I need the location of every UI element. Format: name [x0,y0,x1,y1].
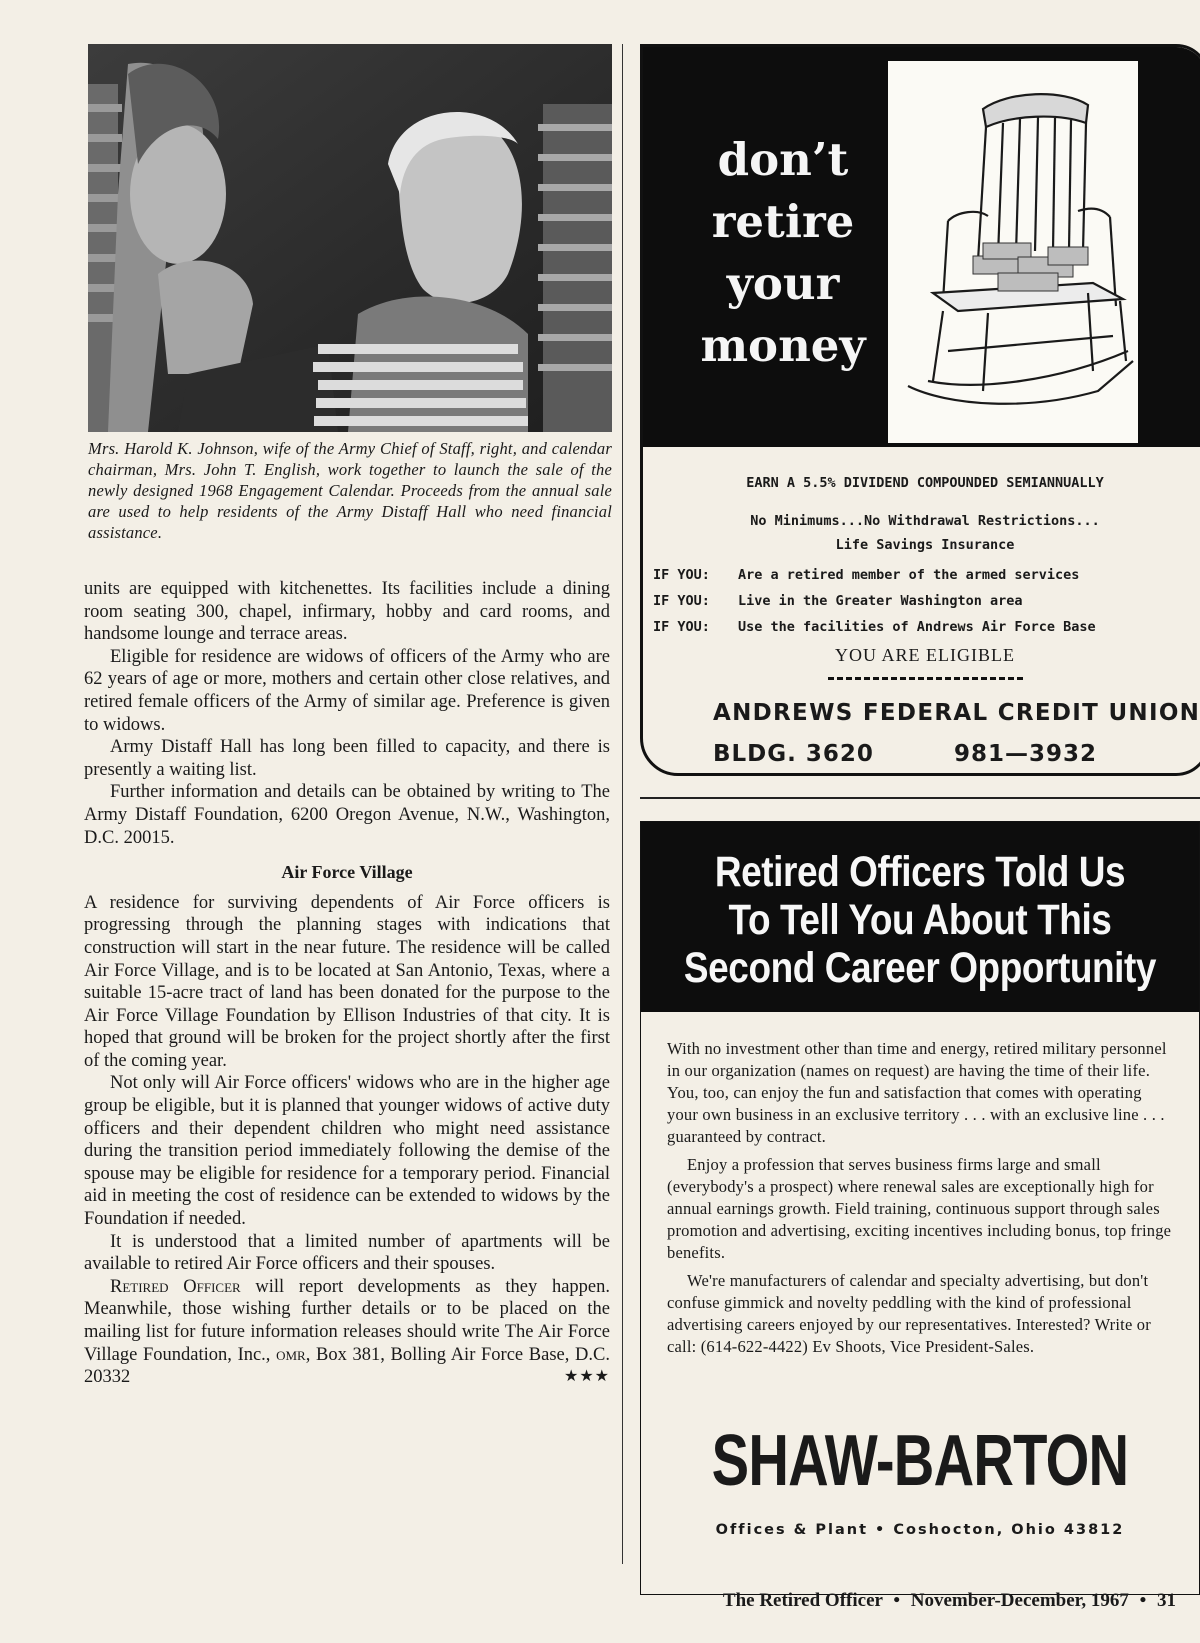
article-photo [88,44,612,432]
article-paragraph [84,1276,610,1389]
article-paragraph: A residence for surviving dependents of Air Force officers is progressing through the planning stages with indications that construction will start in the near future. The residence will be called Air Force Village, and is to be located at San Antonio, Texas, where a suitable 15-acre tract of land has been donated for the purpose to the Air Force Village Foundation by Ellison Industries of that city. It is hoped that ground will be broken for the project shortly after the first of the coming year. [84,892,610,1071]
building-number: BLDG. 3620 [713,741,874,767]
if-you-label: IF YOU: [653,567,710,583]
eligibility-condition [653,619,1096,635]
page-footer [717,1590,1176,1612]
condition-text: Are a retired member of the armed services [738,567,1080,583]
dashed-divider [828,677,1023,680]
credit-union-name: ANDREWS FEDERAL CREDIT UNION [713,700,1200,726]
credit-union-ad [640,44,1200,776]
article-text: will report developments as they happen. Meanwhile, those wishing further details or to be placed on the mailing list for future information releases should write The Air Force Village Foundation, Inc., [84,1276,611,1365]
if-you-label: IF YOU: [653,593,710,609]
article-paragraph: Eligible for residence are widows of officers of the Army who are 62 years of age or more, mothers and certain other close relatives, and retired female officers of the Army of similar age. Preference is given to widows. [84,646,610,735]
ad-headline [683,129,883,377]
condition-text: Live in the Greater Washington area [738,593,1023,609]
photo-caption: Mrs. Harold K. Johnson, wife of the Army Chief of Staff, right, and calendar chairman, Mrs. John T. English, work together to launch the sale of the newly designed 1968 Engagement Calendar. Proceeds from the annual sale are used to help residents of the Army Distaff Hall who need financial assistance. [88,439,612,542]
article-text: , Box 381, Bolling Air Force Base, D.C. 20332 [84,1344,610,1388]
article-paragraph: It is understood that a limited number of apartments will be available to retired Air Force officers and their spouses. [84,1231,610,1275]
no-minimums-line: No Minimums...No Withdrawal Restrictions... [750,513,1100,529]
dividend-offer: EARN A 5.5% DIVIDEND COMPOUNDED SEMIANNUALLY [746,475,1104,491]
footer-publication: The Retired Officer [722,1590,883,1611]
article-body [84,578,610,1389]
page-number: 31 [1157,1590,1176,1611]
omr-abbrev: omr [276,1344,306,1365]
section-heading: Air Force Village [281,862,413,883]
article-paragraph: Army Distaff Hall has long been filled to capacity, and there is presently a waiting list. [84,737,610,780]
if-you-label: IF YOU: [653,619,710,635]
rocking-chair-icon [888,61,1138,443]
condition-text: Use the facilities of Andrews Air Force Base [738,619,1096,635]
ad-paragraph: With no investment other than time and energy, retired military personnel in our organization (names on request) are having the time of their life. You, too, can enjoy the fun and satisfaction that comes with operating your own business in an exclusive territory . . . with an exclusive line . . . guaranteed by contract. [667,1039,1167,1146]
company-logo: SHAW-BARTON [711,1421,1129,1501]
ad-paragraph: Enjoy a profession that serves business firms large and small (everybody's a prospect) where renewal sales are exceptionally high for annual earnings growth. Field training, continuous support through sales promotion and advertising, exciting incentives including bonus, top fringe benefits. [667,1155,1172,1262]
headline-line: money [700,319,866,372]
article-paragraph: units are equipped with kitchenettes. Its facilities include a dining room seating 300, chapel, infirmary, hobby and card rooms, and handsome lounge and terrace areas. [84,579,610,645]
ad-body [667,1038,1177,1364]
publication-name: Retired Officer [110,1276,241,1297]
eligible-line: YOU ARE ELIGIBLE [835,645,1015,665]
footer-separator: • [1139,1590,1147,1611]
ad-headline [680,848,1160,992]
ad-paragraph: We're manufacturers of calendar and specialty advertising, but don't confuse gimmick and novelty peddling with the kind of professional advertising careers enjoyed by our representatives. Interested? Write or call: (614-622-4422) Ev Shoots, Vice President-Sales. [667,1271,1151,1356]
ad-terms [643,509,1200,557]
footer-date: November-December, 1967 [910,1590,1129,1611]
headline-line: To Tell You About This [728,896,1112,944]
eligibility-condition [653,567,1079,583]
photo-illustration [88,44,612,432]
headline-line: retire [711,195,855,248]
headline-line: Retired Officers Told Us [714,848,1126,896]
end-mark: ★★★ [563,1368,610,1386]
company-address: Offices & Plant • Coshocton, Ohio 43812 [715,1522,1125,1538]
article-paragraph: Further information and details can be obtained by writing to The Army Distaff Foundation, 6200 Oregon Avenue, N.W., Washington, D.C. 20015. [84,782,610,848]
rocking-chair-illustration [888,61,1138,443]
footer-separator: • [893,1590,901,1611]
headline-line: your [726,257,840,310]
eligibility-condition [653,593,1022,609]
ad-divider [640,797,1200,799]
column-rule [622,44,623,1564]
shaw-barton-ad [640,821,1200,1595]
headline-line: Second Career Opportunity [683,944,1157,992]
headline-line: don’t [717,133,849,186]
article-paragraph: Not only will Air Force officers' widows who are in the higher age group be eligible, but it is planned that younger widows of active duty officers and their dependent children who might need assistance during the transition period immediately following the demise of the spouse may be eligible for residence for a temporary period. Financial aid in meeting the cost of residence can be extended to widows by the Foundation if needed. [84,1073,610,1230]
insurance-line: Life Savings Insurance [835,537,1015,553]
phone-number: 981—3932 [953,741,1097,767]
